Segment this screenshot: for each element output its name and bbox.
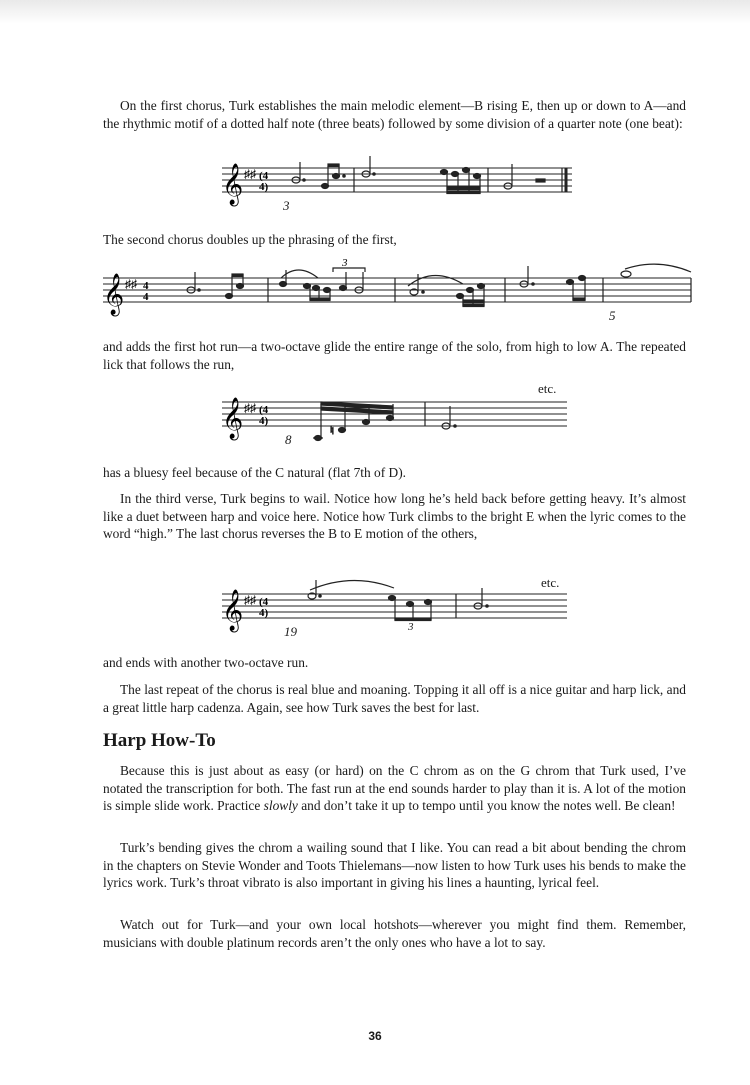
measure-number: 5: [609, 308, 616, 323]
music-example-4: [222, 586, 572, 646]
paragraph-two-octave-run: and ends with another two-octave run.: [103, 655, 309, 670]
notes: [187, 264, 691, 306]
treble-clef-icon: 𝄞: [222, 398, 244, 439]
paragraph-last-repeat: The last repeat of the chorus is real blue and moaning. Topping it all off is a nice guitar and harp lick, and a great little harp cadenza. Again, see how Turk saves the best for last.: [103, 682, 686, 715]
time-signature: (4: [259, 170, 269, 182]
svg-text:4): 4): [259, 415, 269, 427]
paragraph-watch-out: Watch out for Turk—and your own local hotshots—wherever you might find them. Remember, musicians with double platinum records aren’t the only ones who have a lot to say.: [103, 917, 686, 950]
treble-clef-icon: 𝄞: [103, 274, 125, 315]
measure-number: 8: [285, 432, 292, 447]
time-signature: (4: [259, 404, 269, 416]
paragraph-harp-how-to: Because this is just about as easy (or hard) on the C chrom as on the G chrom that Turk used, I’ve notated the transcription for both. The fast run at the end sounds harder to play than it is. A lot of the motion is simple slide work. Practice slowly and don’t take it up to tempo until you know the notes well. Be clean!: [103, 763, 686, 813]
page-edge-shadow: [0, 0, 750, 24]
music-example-2: [103, 257, 693, 326]
treble-clef-icon: 𝄞: [222, 164, 244, 205]
paragraph-third-verse: In the third verse, Turk begins to wail. Notice how long he’s held back before getting heavy. It’s almost like a duet between harp and voice here. Notice how Turk climbs to the bright E when the lyric comes to the word “high.” The last chorus reverses the B to E motion of the others,: [103, 491, 686, 541]
svg-text:4): 4): [259, 181, 269, 193]
notes: [292, 156, 566, 194]
staff-lines: [222, 402, 567, 426]
measure-number: 3: [283, 198, 290, 213]
paragraph-first-chorus: On the first chorus, Turk establishes the main melodic element—B rising E, then up or down to A—and the rhythmic motif of a dotted half note (three beats) followed by some division of a quarter note (one beat):: [103, 98, 686, 131]
emphasis-slowly: slowly: [263, 798, 298, 813]
section-heading: Harp How-To: [103, 730, 216, 751]
svg-text:4: 4: [143, 291, 149, 303]
music-example-1: [222, 154, 582, 214]
key-signature: ♯♯: [244, 401, 256, 415]
staff-lines: [222, 168, 572, 192]
etc-label: etc.: [538, 381, 557, 396]
triplet-mark: 3: [408, 621, 414, 633]
paragraph-bending: Turk’s bending gives the chrom a wailing sound that I like. You can read a bit about bending the chrom in the chapters on Stevie Wonder and Toots Thielemans—now listen to how Turk uses his bends to make the lyrics work. Turk’s throat vibrato is also important in giving his lines a haunting, lyrical feel.: [103, 840, 686, 890]
paragraph-hot-run: and adds the first hot run—a two-octave glide the entire range of the solo, from high to low A. The repeated lick that follows the run,: [103, 339, 686, 372]
etc-label: etc.: [541, 575, 560, 590]
time-signature: (4: [259, 596, 269, 608]
treble-clef-icon: 𝄞: [222, 590, 244, 631]
key-signature: ♯♯: [244, 167, 256, 181]
svg-text:♮: ♮: [330, 425, 334, 437]
paragraph-bluesy-feel: has a bluesy feel because of the C natural (flat 7th of D).: [103, 465, 407, 480]
svg-text:4): 4): [259, 607, 269, 619]
measure-number: 19: [284, 624, 297, 639]
music-example-3: [222, 392, 572, 452]
time-signature: 4: [143, 280, 149, 292]
triplet-mark: 3: [342, 257, 348, 269]
paragraph-second-chorus: The second chorus doubles up the phrasing of the first,: [103, 232, 397, 247]
key-signature: ♯♯: [125, 277, 137, 291]
page-number: 36: [368, 1029, 382, 1043]
key-signature: ♯♯: [244, 593, 256, 607]
